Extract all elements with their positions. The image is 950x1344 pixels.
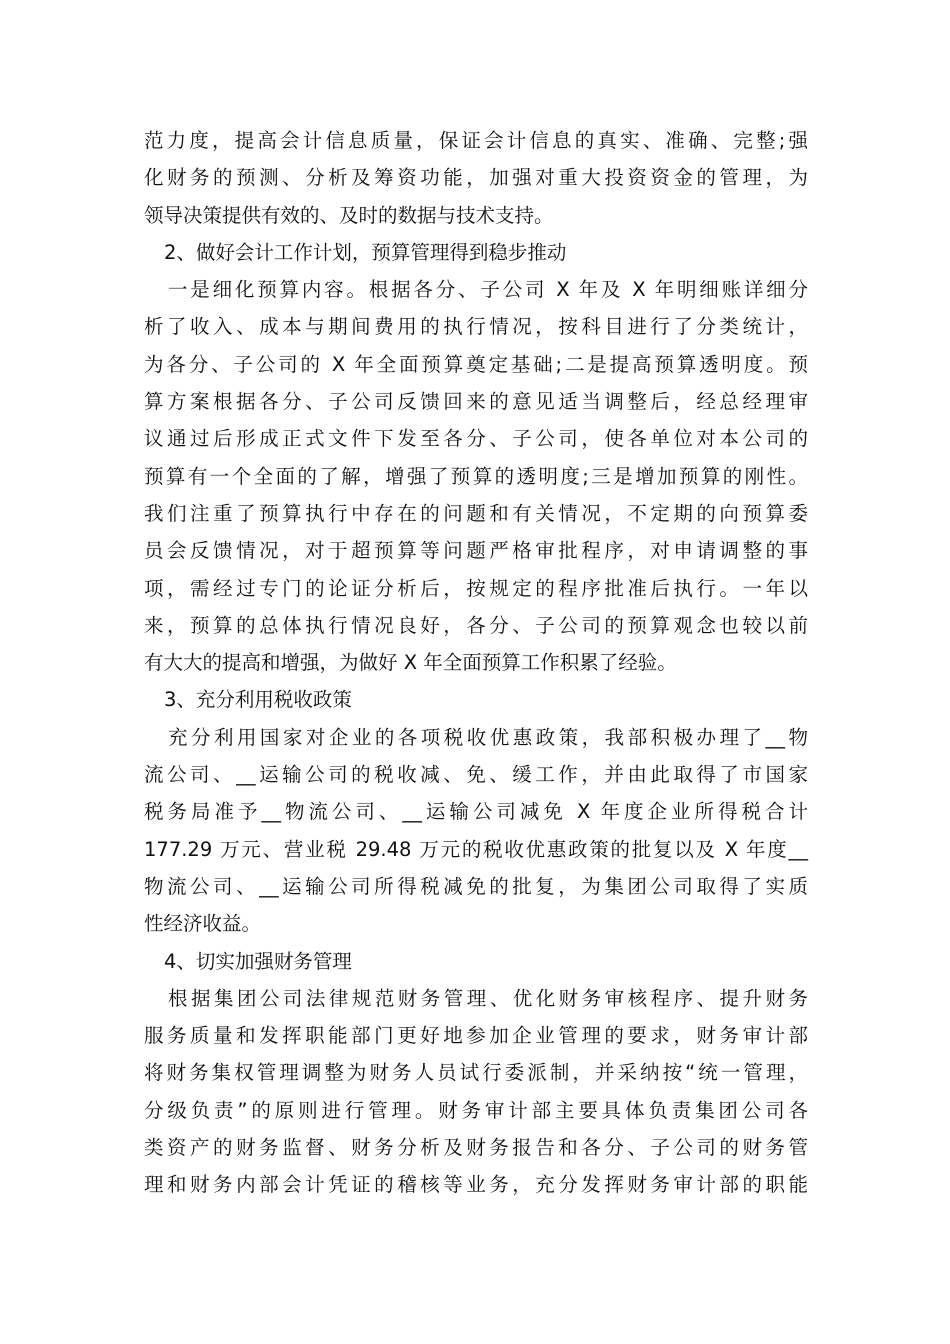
text-line: 2、做好会计工作计划，预算管理得到稳步推动 — [164, 240, 567, 264]
text-line: 有大大的提高和增强，为做好 X 年全面预算工作积累了经验。 — [144, 651, 677, 675]
text-line: 税务局准予__物流公司、__运输公司减免 X 年度企业所得税合计 — [144, 800, 808, 824]
text-line: 类资产的财务监督、财务分析及财务报告和各分、子公司的财务管 — [144, 1136, 808, 1160]
document-body — [144, 122, 808, 1204]
text-line: 充分利用国家对企业的各项税收优惠政策，我部积极办理了__物 — [168, 725, 808, 749]
text-line: 一是细化预算内容。根据各分、子公司 X 年及 X 年明细账详细分 — [168, 278, 808, 302]
text-line: 性经济收益。 — [144, 912, 262, 936]
text-line: 理和财务内部会计凭证的稽核等业务，充分发挥财务审计部的职能 — [144, 1173, 808, 1197]
text-line: 析了收入、成本与期间费用的执行情况，按科目进行了分类统计， — [144, 315, 808, 339]
text-line: 化财务的预测、分析及筹资功能，加强对重大投资资金的管理，为 — [144, 166, 808, 190]
text-line: 项，需经过专门的论证分析后，按规定的程序批准后执行。一年以 — [144, 576, 808, 600]
text-line: 177.29 万元、营业税 29.48 万元的税收优惠政策的批复以及 X 年度__ — [144, 837, 808, 861]
text-line: 我们注重了预算执行中存在的问题和有关情况，不定期的向预算委 — [144, 501, 808, 525]
text-line: 领导决策提供有效的、及时的数据与技术支持。 — [144, 203, 554, 227]
text-line: 分级负责”的原则进行管理。财务审计部主要具体负责集团公司各 — [144, 1098, 808, 1122]
text-line: 3、充分利用税收政策 — [164, 688, 352, 712]
text-line: 议通过后形成正式文件下发至各分、子公司，使各单位对本公司的 — [144, 427, 808, 451]
text-line: 流公司、__运输公司的税收减、免、缓工作，并由此取得了市国家 — [144, 763, 808, 787]
text-line: 员会反馈情况，对于超预算等问题严格审批程序，对申请调整的事 — [144, 539, 808, 563]
text-line: 服务质量和发挥职能部门更好地参加企业管理的要求，财务审计部 — [144, 1024, 808, 1048]
text-line: 物流公司、__运输公司所得税减免的批复，为集团公司取得了实质 — [144, 874, 808, 898]
text-line: 预算有一个全面的了解，增强了预算的透明度;三是增加预算的刚性。 — [144, 464, 808, 488]
text-line: 范力度，提高会计信息质量，保证会计信息的真实、准确、完整;强 — [144, 129, 808, 152]
text-line: 来，预算的总体执行情况良好，各分、子公司的预算观念也较以前 — [144, 613, 808, 637]
text-line: 将财务集权管理调整为财务人员试行委派制，并采纳按“统一管理， — [144, 1061, 808, 1085]
text-line: 4、切实加强财务管理 — [164, 949, 352, 973]
text-line: 算方案根据各分、子公司反馈回来的意见适当调整后，经总经理审 — [144, 390, 808, 414]
text-line: 根据集团公司法律规范财务管理、优化财务审核程序、提升财务 — [168, 986, 808, 1010]
text-line: 为各分、子公司的 X 年全面预算奠定基础;二是提高预算透明度。预 — [144, 352, 808, 376]
